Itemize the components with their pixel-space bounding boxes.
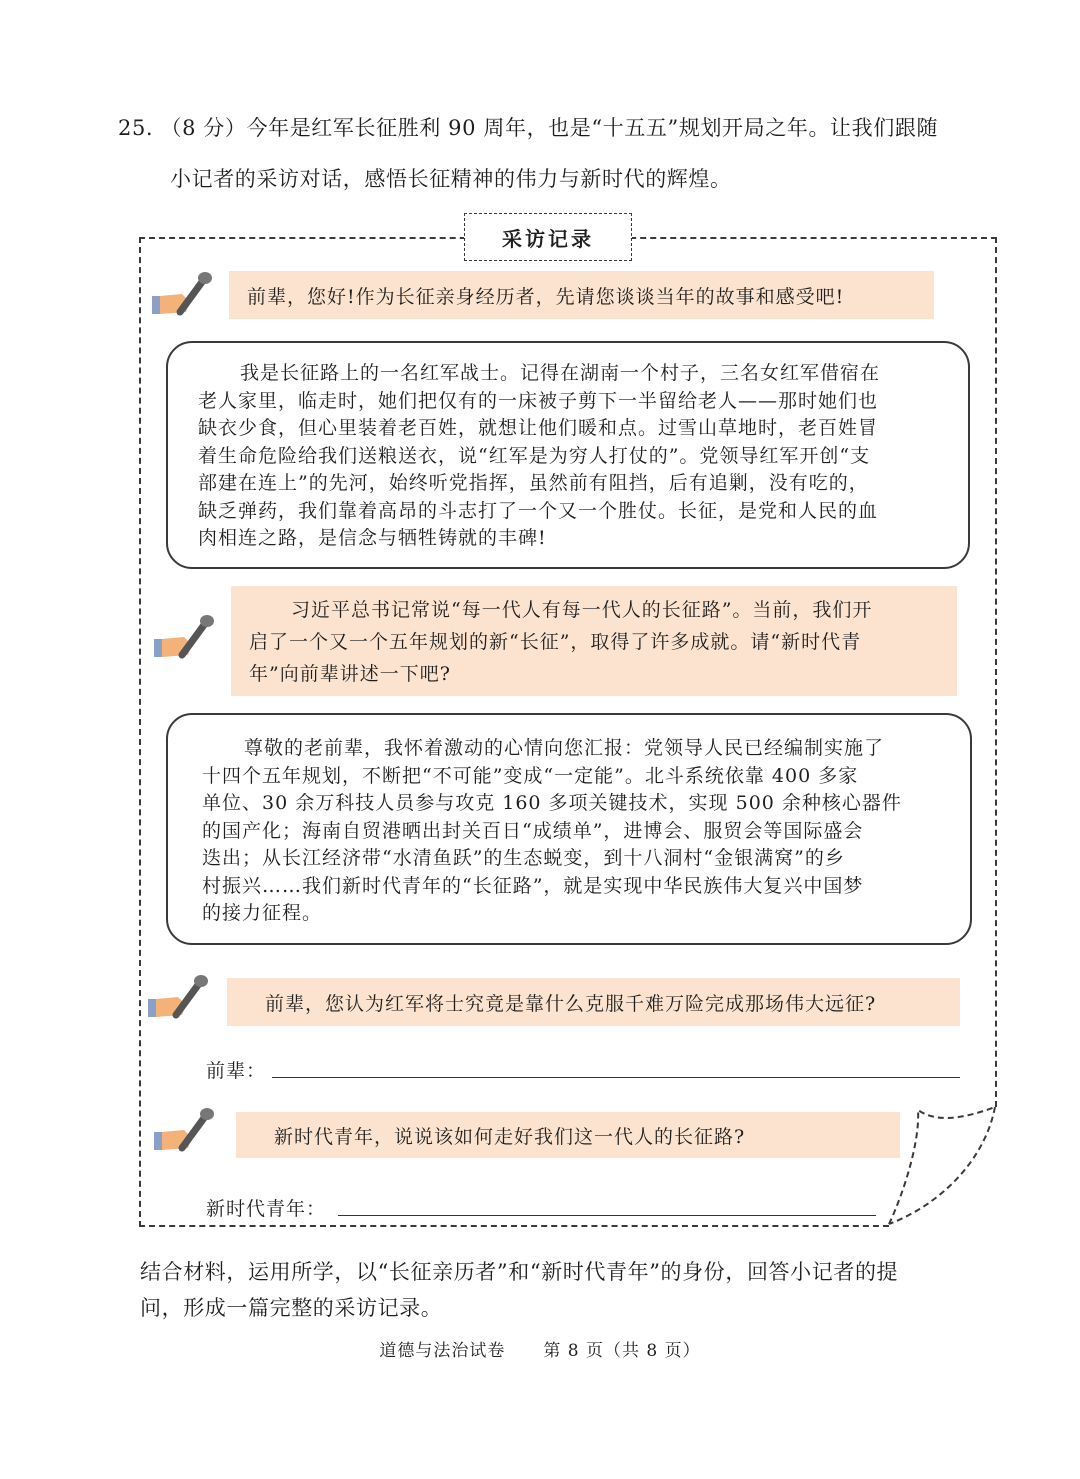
answer-bubble-youth <box>166 713 972 945</box>
answer-label-youth: 新时代青年： <box>206 1198 327 1220</box>
question-bubble-3 <box>227 978 960 1026</box>
answer-1-line: 老人家里，临走时，她们把仅有的一床被子剪下一半留给老人——那时她们也 <box>198 389 879 412</box>
question-2-line: 启了一个又一个五年规划的新“长征”，取得了许多成就。请“新时代青 <box>249 631 862 653</box>
answer-2-line: 迭出；从长江经济带“水清鱼跃”的生态蜕变，到十八洞村“金银满窝”的乡 <box>202 847 845 869</box>
question-bubble-1 <box>229 271 934 319</box>
microphone-icon <box>150 272 214 322</box>
microphone-icon <box>152 1108 216 1158</box>
answer-2-line: 单位、30 余万科技人员参与攻克 160 多项关键技术，实现 500 余种核心器件 <box>202 792 902 814</box>
answer-2-line: 村振兴……我们新时代青年的“长征路”，就是实现中华民族伟大复兴中国梦 <box>202 874 864 897</box>
answer-1-line: 着生命危险给我们送粮送衣，说“红军是为穷人打仗的”。党领导红军开创“支 <box>198 444 871 467</box>
answer-2-line: 尊敬的老前辈，我怀着激动的心情向您汇报：党领导人民已经编制实施了 <box>244 737 885 759</box>
record-title: 采访记录 <box>464 213 632 261</box>
page-footer <box>0 1336 1080 1361</box>
answer-bubble-veteran <box>166 341 970 569</box>
footer-subject: 道德与法治试卷 <box>379 1341 506 1361</box>
question-bubble-2 <box>231 586 957 696</box>
question-line-1: 25. （8 分）今年是红军长征胜利 90 周年，也是“十五五”规划开局之年。让我们跟随 <box>118 116 939 140</box>
question-1-text: 前辈，您好!作为长征亲身经历者，先请您谈谈当年的故事和感受吧! <box>247 285 845 308</box>
answer-1-line: 缺衣少食，但心里装着老百姓，就想让他们暖和点。过雪山草地时，老百姓冒 <box>198 417 879 439</box>
answer-2-line: 的国产化；海南自贸港晒出封关百日“成绩单”，进博会、服贸会等国际盛会 <box>202 819 864 842</box>
answer-label-veteran: 前辈： <box>206 1060 267 1082</box>
microphone-icon <box>152 615 216 665</box>
answer-1-line: 肉相连之路，是信念与牺牲铸就的丰碑! <box>198 527 547 549</box>
question-2-line: 习近平总书记常说“每一代人有每一代人的长征路”。当前，我们开 <box>291 599 873 621</box>
answer-line-youth[interactable] <box>338 1215 876 1216</box>
question-line-2: 小记者的采访对话，感悟长征精神的伟力与新时代的辉煌。 <box>170 167 732 191</box>
question-2-line: 年”向前辈讲述一下吧? <box>249 663 451 685</box>
frame-right-edge <box>995 237 997 1107</box>
answer-1-line: 部建在连上”的先河，始终听党指挥，虽然前有阻挡，后有追剿，没有吃的， <box>198 472 869 494</box>
microphone-icon <box>146 975 210 1025</box>
instruction-line-2: 问，形成一篇完整的采访记录。 <box>140 1296 443 1320</box>
answer-2-line: 十四个五年规划，不断把“不可能”变成“一定能”。北斗系统依靠 400 多家 <box>202 764 859 787</box>
answer-line-veteran[interactable] <box>272 1077 960 1078</box>
question-bubble-4 <box>236 1112 900 1158</box>
footer-page-number: 第 8 页（共 8 页） <box>543 1341 701 1361</box>
question-4-text: 新时代青年，说说该如何走好我们这一代人的长征路? <box>274 1125 746 1148</box>
frame-bottom-edge <box>139 1225 889 1227</box>
question-3-text: 前辈，您认为红军将士究竟是靠什么克服千难万险完成那场伟大远征? <box>265 992 877 1015</box>
instruction-line-1: 结合材料，运用所学，以“长征亲历者”和“新时代青年”的身份，回答小记者的提 <box>140 1260 899 1284</box>
answer-1-line: 缺乏弹药，我们靠着高昂的斗志打了一个又一个胜仗。长征，是党和人民的血 <box>198 499 879 522</box>
answer-1-line: 我是长征路上的一名红军战士。记得在湖南一个村子，三名女红军借宿在 <box>240 362 881 384</box>
answer-2-line: 的接力征程。 <box>202 902 323 924</box>
